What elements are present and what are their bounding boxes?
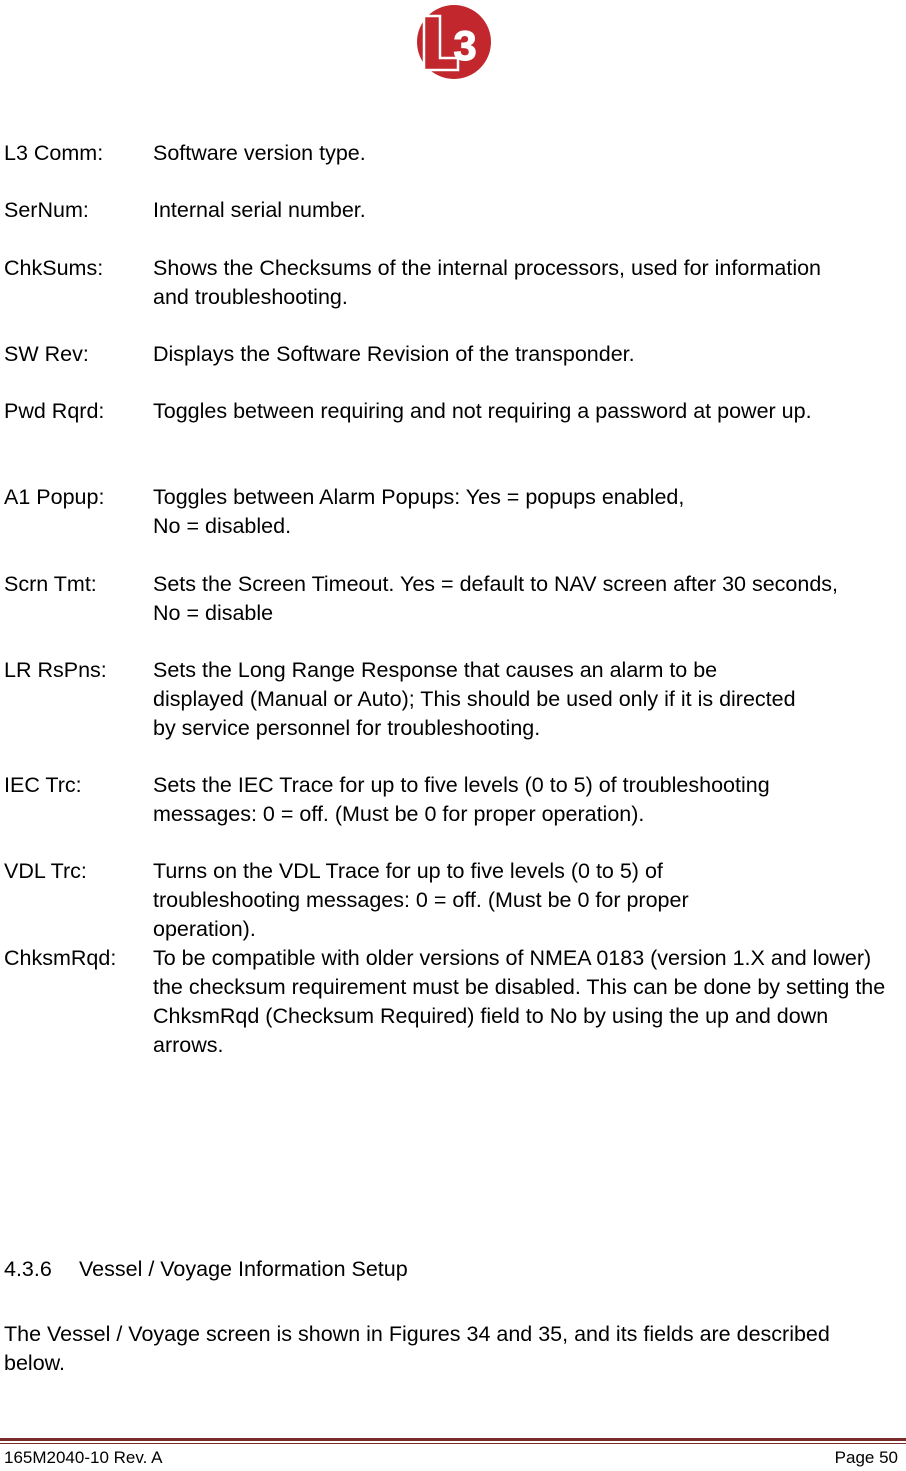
definition-description-line: No = disabled. bbox=[153, 514, 292, 538]
definition-sernum bbox=[4, 196, 904, 225]
definition-vdl-trc bbox=[4, 857, 904, 944]
definition-lr-rspns bbox=[4, 656, 904, 743]
definition-a1-popup bbox=[4, 483, 904, 541]
document-id: 165M2040-10 Rev. A bbox=[4, 1448, 163, 1467]
definition-description: Shows the Checksums of the internal processors, used for information and troubleshooting. bbox=[153, 256, 822, 309]
footer-rule-thin bbox=[0, 1443, 906, 1444]
page-number: Page 50 bbox=[834, 1448, 898, 1467]
l3-logo bbox=[414, 4, 494, 80]
definition-term: ChkSums: bbox=[4, 256, 104, 280]
definition-pwd-rqrd bbox=[4, 397, 904, 426]
definition-term: Pwd Rqrd: bbox=[4, 399, 105, 423]
definition-l3-comm bbox=[4, 139, 904, 168]
definition-term: IEC Trc: bbox=[4, 773, 82, 797]
definition-description-line: Toggles between Alarm Popups: Yes = popups enabled, bbox=[153, 485, 685, 509]
definition-description: Sets the Screen Timeout. Yes = default to NAV screen after 30 seconds, No = disable bbox=[153, 572, 839, 625]
definition-scrn-tmt bbox=[4, 570, 904, 628]
definition-sw-rev bbox=[4, 340, 904, 369]
footer-rule bbox=[0, 1438, 906, 1441]
definition-description: To be compatible with older versions of NMEA 0183 (version 1.X and lower) the checksum requirement must be disabled. This can be done by setting the ChksmRqd (Checksum Required) field to No by using the up and down arrows. bbox=[153, 946, 886, 1057]
definition-description: Displays the Software Revision of the transponder. bbox=[153, 342, 635, 366]
svg-text:3: 3 bbox=[453, 22, 477, 69]
definition-term: SW Rev: bbox=[4, 342, 89, 366]
section-heading bbox=[4, 1255, 408, 1284]
definition-term: A1 Popup: bbox=[4, 485, 105, 509]
definition-term: L3 Comm: bbox=[4, 141, 104, 165]
section-number: 4.3.6 bbox=[4, 1257, 52, 1281]
definition-term: VDL Trc: bbox=[4, 859, 87, 883]
definition-description bbox=[153, 483, 906, 541]
definition-chksmrqd bbox=[4, 944, 904, 1060]
definition-chksums bbox=[4, 254, 904, 312]
definition-description: Sets the IEC Trace for up to five levels (0 to 5) of troubleshooting messages: 0 = off. (Must be 0 for proper operation). bbox=[153, 773, 770, 826]
definition-description: Toggles between requiring and not requiring a password at power up. bbox=[153, 399, 812, 423]
definition-term: ChksmRqd: bbox=[4, 946, 117, 970]
definition-description: Internal serial number. bbox=[153, 198, 366, 222]
definition-description: Software version type. bbox=[153, 141, 366, 165]
intro-paragraph: The Vessel / Voyage screen is shown in Figures 34 and 35, and its fields are described below. bbox=[4, 1322, 830, 1375]
section-title: Vessel / Voyage Information Setup bbox=[79, 1257, 408, 1281]
definition-description: Sets the Long Range Response that causes an alarm to be displayed (Manual or Auto); This should be used only if it is directed by service personnel for troubleshooting. bbox=[153, 658, 796, 740]
definition-term: Scrn Tmt: bbox=[4, 572, 97, 596]
definition-iec-trc bbox=[4, 771, 904, 829]
definition-term: LR RsPns: bbox=[4, 658, 107, 682]
definition-term: SerNum: bbox=[4, 198, 89, 222]
definition-description: Turns on the VDL Trace for up to five levels (0 to 5) of troubleshooting messages: 0 = off. (Must be 0 for proper operation). bbox=[153, 859, 689, 941]
